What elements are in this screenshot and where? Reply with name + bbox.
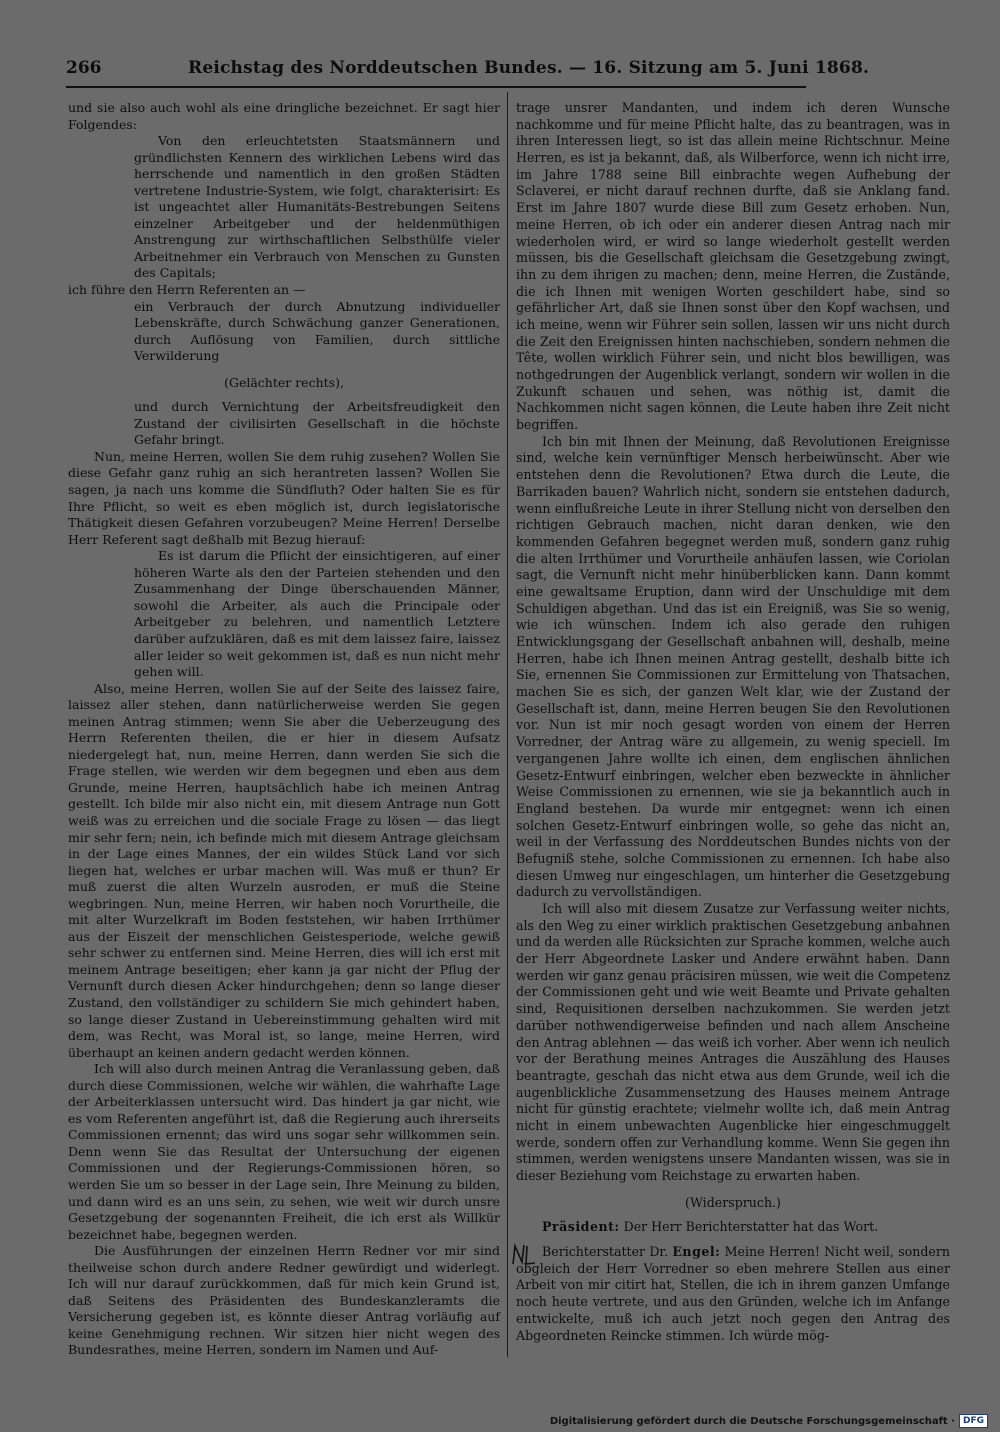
footer-text: Digitalisierung gefördert durch die Deutsche Forschungsgemeinschaft · bbox=[549, 1415, 955, 1427]
left-paragraph-2: ich führe den Herrn Referenten an — bbox=[68, 282, 306, 298]
left-column bbox=[68, 100, 500, 1359]
right-column bbox=[516, 100, 950, 1344]
right-paragraph-3: (Widerspruch.) bbox=[685, 1194, 781, 1210]
left-paragraph-7: Es ist darum die Pflicht der einsichtigeren, auf einer höheren Warte als den der Parteien stehenden und den Zusammenhang der Dinge überschauenden Männer, sowohl die Arbeiter, als auch die Principale oder Arbeitgeber zu belehren, und namentlich Letztere darüber aufzuklären, daß es mit dem laissez faire, laissez aller leider so weit gekommen ist, daß es nun nicht mehr gehen will. bbox=[134, 548, 500, 680]
speaker-name: Engel: bbox=[672, 1244, 721, 1260]
left-paragraph-9: Ich will also durch meinen Antrag die Veranlassung geben, daß durch diese Commissionen, welche wir wählen, die wahrhafte Lage der Arbeiterklassen untersucht wird. Das hindert ja gar nicht, wie es vom Referenten angeführt ist, daß die Regierung auch ihrerseits Commissionen ernennt; das wird uns sogar sehr willkommen sein. Denn wenn Sie das Resultat der Untersuchung der eigenen Commissionen und der Regierungs-Commissionen hören, so werden Sie um so besser in der Lage sein, Ihre Meinung zu bilden, und dann wird es an uns sein, zu sehen, wie weit wir durch unsre Gesetzgebung der sogenannten Freiheit, die ich erst als Willkür bezeichnet habe, begegnen werden. bbox=[68, 1061, 500, 1242]
left-paragraph-10: Die Ausführungen der einzelnen Herrn Redner vor mir sind theilweise schon durch andere Redner gewürdigt und widerlegt. Ich will nur darauf zurückkommen, daß für mich kein Grund ist, daß Seitens des Präsidenten des Bundeskanzleramts die Versicherung gegeben ist, es könnte dieser Antrag vorläufig auf keine Genehmigung rechnen. Wir sitzen hier nicht wegen des Bundesrathes, meine Herren, sondern im Namen und Auf- bbox=[68, 1243, 500, 1358]
page-title: Reichstag des Norddeutschen Bundes. — 16. Sitzung am 5. Juni 1868. bbox=[188, 58, 870, 78]
left-paragraph-4: (Gelächter rechts), bbox=[224, 374, 344, 390]
right-paragraph-5 bbox=[516, 1244, 950, 1344]
page-header bbox=[66, 58, 870, 84]
footer-credit bbox=[550, 1413, 988, 1429]
left-paragraph-5: und durch Vernichtung der Arbeitsfreudigkeit den Zustand der civilisirten Gesellschaft in die höchste Gefahr bringt. bbox=[134, 399, 500, 448]
left-paragraph-6: Nun, meine Herren, wollen Sie dem ruhig zusehen? Wollen Sie diese Gefahr ganz ruhig an sich herantreten lassen? Wollen Sie sagen, ja nach uns komme die Sündfluth? Oder halten Sie es für Ihre Pflicht, so weit es eben möglich ist, durch legislatorische Thätigkeit diesen Gefahren vorzubeugen? Meine Herren! Derselbe Herr Referent sagt deßhalb mit Bezug hierauf: bbox=[68, 448, 500, 547]
right-paragraph-0: trage unsrer Mandanten, und indem ich deren Wunsche nachkomme und für meine Pflicht halte, das zu beantragen, was in ihren Interessen liegt, so ist das allein meine Richtschnur. Meine Herren, es ist ja bekannt, daß, als Wilberforce, wenn ich nicht irre, im Jahre 1788 seine Bill einbrachte wegen Aufhebung der Sclaverei, er nicht darauf rechnen durfte, daß sie Anklang fand. Erst im Jahre 1807 wurde diese Bill zum Gesetz erhoben. Nun, meine Herren, ob ich oder ein anderer diesen Antrag nach mir wiederholen wird, er wird so lange wiederholt gestellt werden müssen, bis die Gesellschaft gleichsam die Gesetzgebung zwingt, ihn zu dem ihrigen zu machen; denn, meine Herren, die Zustände, die ich Ihnen mit wenigen Worten geschildert habe, sind so gefährlicher Art, daß sie Ihnen sonst über den Kopf wachsen, und ich meine, wenn wir Führer sein sollen, lassen wir uns nicht durch die Zeit den Ereignissen hinten nachschieben, sondern nehmen die Tête, wollen wirklich Führer sein, und nicht blos bewilligen, was nothgedrungen der Augenblick verlangt, sondern wir wollen in die Zukunft schauen und sehen, was nöthig ist, damit die Nachkommen nicht sagen können, die Leute haben ihre Zeit nicht begriffen. bbox=[516, 100, 950, 433]
left-paragraph-8: Also, meine Herren, wollen Sie auf der Seite des laissez faire, laissez aller stehen, dann natürlicherweise werden Sie gegen meinen Antrag stimmen; wenn Sie aber die Ueberzeugung des Herrn Referenten theilen, die er hier in diesem Aufsatz niedergelegt hat, nun, meine Herren, dann werden Sie sich die Frage stellen, wie werden wir dem begegnen und eben aus dem Grunde, meine Herren, hauptsächlich habe ich meinen Antrag gestellt. Ich bilde mir also nicht ein, mit diesem Antrage nun Gott weiß was zu erreichen und die sociale Frage zu lösen — das liegt mir sehr fern; nein, ich befinde mich mit diesem Antrage gleichsam in der Lage eines Mannes, der ein wildes Stück Land vor sich liegen hat, welches er urbar machen will. Was muß er thun? Er muß zuerst die alten Wurzeln ausroden, er muß die Steine wegbringen. Nun, meine Herren, wir haben noch Vorurtheile, die mit alter Wurzelkraft im Boden feststehen, wir haben Irrthümer aus der Eiszeit der menschlichen Geistesperiode, welche gewiß sehr schwer zu entfernen sind. Meine Herren, dies will ich erst mit meinem Antrage beseitigen; eher kann ja gar nicht der Pflug der Vernunft durch diesen Acker hindurchgehen; denn so lange dieser Zustand, den vollständiger zu schildern Sie mich gehindert haben, so lange dieser Zustand in Uebereinstimmung gehalten wird mit dem, was Recht, was Moral ist, so lange, meine Herren, wird überhaupt an keinen andern gedacht werden können. bbox=[68, 680, 500, 1060]
dfg-logo: DFG bbox=[959, 1414, 988, 1428]
header-rule bbox=[66, 86, 806, 88]
right-paragraph-4 bbox=[516, 1219, 950, 1236]
right-paragraph-1: Ich bin mit Ihnen der Meinung, daß Revolutionen Ereignisse sind, welche kein vernünftiger Mensch herbeiwünscht. Aber wie entstehen denn die Revolutionen? Etwa durch die Leute, die Barrikaden bauen? Wahrlich nicht, sondern sie entstehen dadurch, wenn einflußreiche Leute in ihrer Stellung nicht von derselben den richtigen Gebrauch machen, nicht daran denken, wie den kommenden Gefahren begegnet werden muß, sondern ganz ruhig die alten Irrthümer und Vorurtheile anhäufen lassen, wie Coriolan sagt, die Vernunft nicht mehr hinüberblicken kann. Dann kommt eine gewaltsame Eruption, dann wird der Unschuldige mit dem Schuldigen abgethan. Und das ist ein Ereigniß, was Sie so wenig, wie ich wünschen. Indem ich also gerade den ruhigen Entwicklungsgang der Gesellschaft anbahnen will, deshalb, meine Herren, habe ich Ihnen meinen Antrag gestellt, deshalb bitte ich Sie, ernennen Sie Commissionen zur Ermittelung von Thatsachen, machen Sie es sich, der ganzen Welt klar, wie der Zustand der Gesellschaft ist, dann, meine Herren beugen Sie den Revolutionen vor. Nun ist mir noch gesagt worden von einem der Herren Vorredner, der Antrag wäre zu allgemein, zu wenig speciell. Im vergangenen Jahre wollte ich einen, dem englischen ähnlichen Gesetz-Entwurf einbringen, welcher eben bezweckte in ähnlicher Weise Commissionen zu ernennen, wie sie ja bekanntlich auch in England bestehen. Da wurde mir entgegnet: wenn ich einen solchen Gesetz-Entwurf einbringen wolle, so gehe das nicht an, weil in der Verfassung des Norddeutschen Bundes nichts von der Befugniß stehe, solche Commissionen zu ernennen. Ich habe also diesen Umweg nur eingeschlagen, um hinterher die Gesetzgebung dadurch zu vervollständigen. bbox=[516, 433, 950, 900]
handwritten-margin-mark bbox=[510, 1242, 538, 1268]
speaker-role: Berichterstatter Dr. bbox=[542, 1244, 673, 1260]
speech-text: Der Herr Berichterstatter hat das Wort. bbox=[619, 1219, 879, 1235]
speech-text: Meine Herren! Nicht weil, sondern obgleich der Herr Vorredner so eben mehrere Stellen aus einer Arbeit von mir citirt hat, Stellen, die ich in ihrem ganzen Umfange noch heute vertrete, und aus den Gründen, welche ich im Anfange entwickelte, muß ich auch jetzt noch gegen den Antrag des Abgeordneten Reincke stimmen. Ich würde mög- bbox=[516, 1244, 951, 1343]
right-paragraph-2: Ich will also mit diesem Zusatze zur Verfassung weiter nichts, als den Weg zu einer wirklich praktischen Gesetzgebung anbahnen und da werden alle Rücksichten zur Sprache kommen, welche auch der Herr Abgeordnete Lasker und Andere erwähnt haben. Dann werden wir ganz genau präcisiren müssen, wie weit die Competenz der Commissionen geht und wie weit Beamte und Private gehalten sind, Requisitionen derselben nachzukommen. Sie werden jetzt darüber nothwendigerweise befinden und nach allem Anscheine den Antrag ablehnen — das weiß ich vorher. Aber wenn ich neulich vor der Berathung meines Antrages die Auszählung des Hauses beantragte, geschah das nicht etwa aus dem Grunde, weil ich die augenblickliche Zusammensetzung des Hauses meinem Antrage nicht für günstig erachtete; vielmehr wollte ich, daß mein Antrag nicht in einem unbewachten Augenblicke hier eingeschmuggelt werde, sondern offen zur Verhandlung komme. Wenn Sie gegen ihn stimmen, werden wenigstens unsere Mandanten wissen, was sie in dieser Beziehung vom Reichstage zu erwarten haben. bbox=[516, 901, 950, 1183]
column-divider bbox=[507, 92, 508, 1357]
speaker-name: Präsident: bbox=[542, 1219, 620, 1235]
left-paragraph-1: Von den erleuchtetsten Staatsmännern und gründlichsten Kennern des wirklichen Lebens wird das herrschende und namentlich in den großen Städten vertretene Industrie-System, wie folgt, charakterisirt: Es ist ungeachtet aller Humanitäts-Bestrebungen Seitens einzelner Arbeitgeber und der heldenmüthigen Anstrengung zur wirthschaftlichen Selbsthülfe vieler Arbeitnehmer ein Verbrauch von Menschen zu Gunsten des Capitals; bbox=[134, 133, 500, 281]
left-paragraph-0: und sie also auch wohl als eine dringliche bezeichnet. Er sagt hier Folgendes: bbox=[68, 100, 500, 132]
left-paragraph-3: ein Verbrauch der durch Abnutzung individueller Lebenskräfte, durch Schwächung ganzer Generationen, durch Auflösung von Familien, durch sittliche Verwilderung bbox=[134, 298, 500, 364]
page-number: 266 bbox=[66, 58, 102, 78]
